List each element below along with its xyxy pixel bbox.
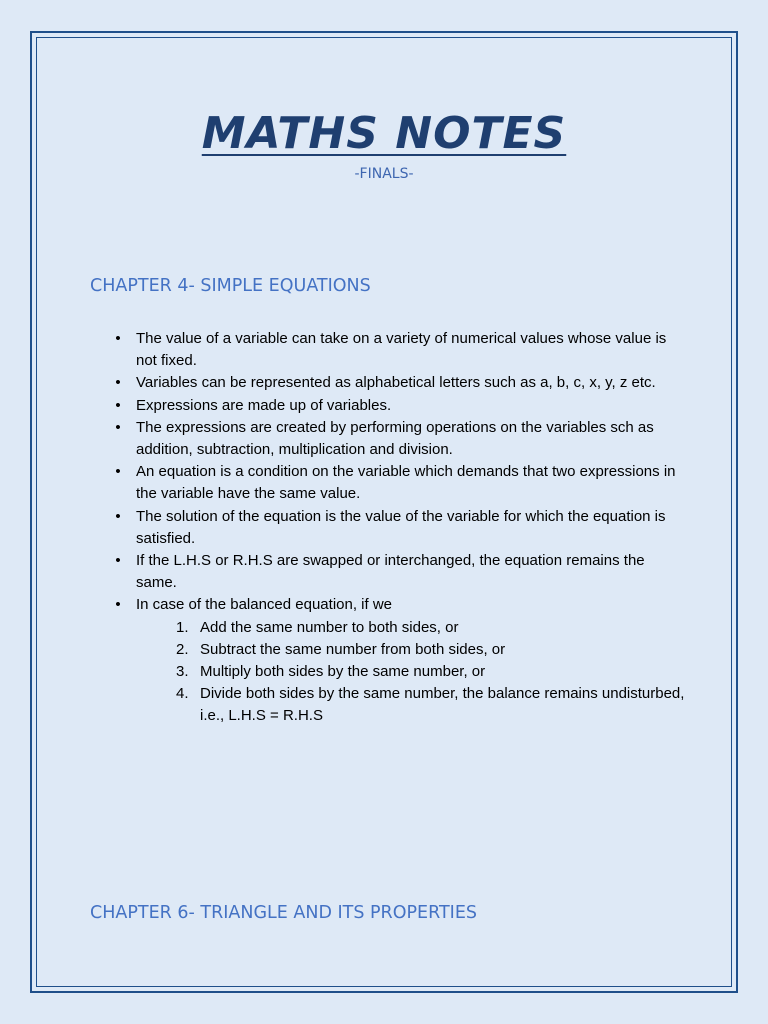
bullet-icon: •	[115, 552, 121, 570]
bullet-icon: •	[115, 396, 121, 414]
note-text: Variables can be represented as alphabetical letters such as a, b, c, x, y, z etc.	[136, 374, 656, 392]
step-item	[176, 661, 687, 683]
note-item	[112, 550, 687, 594]
note-text: An equation is a condition on the variable which demands that two expressions in the variable have the same value.	[136, 463, 676, 503]
bullet-icon: •	[115, 507, 121, 525]
note-text: The solution of the equation is the value of the variable for which the equation is satisfied.	[136, 507, 666, 547]
step-text: Add the same number to both sides, or	[200, 618, 459, 636]
balanced-equation-steps	[136, 617, 687, 728]
step-number: 4.	[176, 685, 189, 703]
step-text: Multiply both sides by the same number, or	[200, 663, 486, 681]
note-item	[112, 417, 687, 461]
page-title: MATHS NOTES	[201, 108, 567, 159]
note-item	[112, 461, 687, 505]
note-text: If the L.H.S or R.H.S are swapped or interchanged, the equation remains the same.	[136, 552, 645, 592]
step-item	[176, 639, 687, 661]
note-item	[112, 372, 687, 394]
note-item	[112, 395, 687, 417]
step-number: 1.	[176, 618, 189, 636]
step-text: Divide both sides by the same number, the balance remains undisturbed, i.e., L.H.S = R.H.S	[200, 685, 685, 725]
chapter-4-notes-list	[112, 328, 687, 728]
bullet-icon: •	[115, 418, 121, 436]
step-item	[176, 617, 687, 639]
note-text: The value of a variable can take on a variety of numerical values whose value is not fixed.	[136, 330, 667, 370]
step-number: 3.	[176, 663, 189, 681]
note-text: In case of the balanced equation, if we	[136, 596, 393, 614]
chapter-6-heading: CHAPTER 6- TRIANGLE AND ITS PROPERTIES	[90, 903, 478, 923]
chapter-4-heading: CHAPTER 4- SIMPLE EQUATIONS	[90, 276, 371, 296]
note-item	[112, 506, 687, 550]
note-text: Expressions are made up of variables.	[136, 396, 392, 414]
step-text: Subtract the same number from both sides, or	[200, 640, 506, 658]
note-text: The expressions are created by performing operations on the variables sch as addition, subtraction, multiplication and division.	[136, 418, 654, 459]
bullet-icon: •	[115, 463, 121, 481]
note-item	[112, 328, 687, 372]
bullet-icon: •	[115, 374, 121, 392]
bullet-icon: •	[115, 330, 121, 347]
bullet-icon: •	[115, 596, 121, 614]
note-item	[112, 594, 687, 727]
step-number: 2.	[176, 640, 189, 658]
page-subtitle: -FINALS-	[354, 166, 414, 182]
step-item	[176, 683, 687, 727]
